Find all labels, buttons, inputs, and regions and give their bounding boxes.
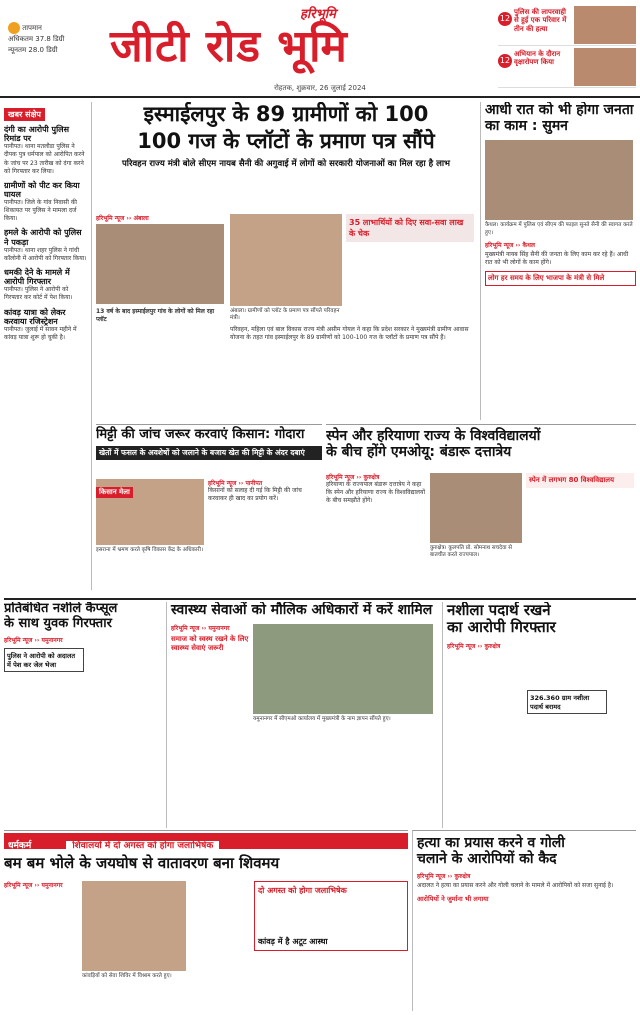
spain-box — [526, 473, 634, 488]
dharm-photo — [82, 881, 186, 971]
dateline: रोहतक, शुक्रवार, 26 जुलाई 2024 — [274, 84, 366, 92]
dharm-bar — [4, 833, 408, 849]
lead-photo-caption: अंबाला। ग्रामीणों को प्लॉट के प्रमाण पत्र सौंपते परिवहन मंत्री। — [230, 308, 340, 322]
drug-headline-2: का आरोपी गिरफ्तार — [447, 618, 556, 637]
lead-side-note: 13 वर्ष के बाद इस्माईलपुर गांव के लोगों को मिल रहा प्लॉट — [96, 308, 215, 324]
brief-body: पानीपत। थाना मतलौडा पुलिस ने दीपक पुत्र धर्मपाल को आरोपित करने के जांच पर 23 तारीख को दंगा करने को गिरफ्तार कर लिया। — [4, 143, 85, 175]
drug-byline: हरिभूमि न्यूज ›› कुरुक्षेत्र — [447, 642, 501, 650]
right-top-body: मुख्यमंत्री नायब सिंह सैनी की जनता के लिए काम कर रहे हैं। आधी रात को भी लोगों के काम होंगे। — [485, 251, 629, 267]
news-brief-column — [4, 102, 92, 590]
soil-banner: किसान मेला — [96, 487, 133, 498]
spain-left — [326, 473, 426, 505]
lead-side-photo — [96, 224, 224, 304]
right-top-quote: लोग हर समय के लिए भाजपा के मंत्री से मिले — [485, 271, 636, 286]
soil-headline: मिट्टी की जांच जरूर करवाएं किसान: गोदारा — [96, 427, 305, 442]
teaser-item[interactable] — [498, 4, 636, 46]
column-head: खबर संक्षेप — [4, 108, 45, 121]
brief-title: धमकी देने के मामले में आरोपी गिरफ्तार — [4, 267, 70, 287]
drug-story[interactable] — [442, 602, 636, 828]
dharm-byline: हरिभूमि न्यूज ›› यमुनानगर — [4, 882, 63, 889]
right-top-photo — [485, 140, 633, 220]
right-top-byline: हरिभूमि न्यूज ›› कैथल — [485, 242, 535, 250]
masthead-rule — [0, 96, 640, 98]
right-top-caption: कैथल। कार्यक्रम में पुलिस एवं सीएम की फाइल सुनते सैनी की स्वागत करते हुए। — [485, 222, 633, 236]
brief-item[interactable] — [4, 181, 88, 224]
teaser-text: अभियान के दौरान वृक्षारोपण किया — [514, 50, 561, 67]
lead-main-photo — [230, 214, 342, 306]
capsule-headline-2: के साथ युवक गिरफ्तार — [4, 615, 112, 631]
section-rule — [4, 598, 636, 600]
soil-text — [208, 479, 320, 503]
brief-item[interactable] — [4, 228, 88, 263]
dharm-box-sub: कांवड़ में है अटूट आस्था — [258, 937, 328, 946]
lead-body: परिवहन, महिला एवं बाल विकास राज्य मंत्री असीम गोयल ने कहा कि प्रदेश सरकार ने मुख्यमंत्री ग्रामीण आवास योजना के तहत गांव इस्माईलपुर के 89 ग्रामीणों को 100-100 गज के प्लॉटों के प्रमाण पत्र सौंपे हैं। — [230, 326, 469, 342]
murder-headline-2: चलाने के आरोपियों को कैद — [417, 851, 557, 868]
health-quote: समाज को स्वस्थ रखने के लिए स्वास्थ्य सेवाएं जरूरी — [171, 635, 249, 653]
lead-box-title: 35 लाभार्थियों को दिए सवा-सवा लाख के चेक — [349, 218, 464, 238]
soil-photo — [96, 479, 204, 545]
weather-box — [8, 22, 80, 55]
dharm-banner: शिवालयों में दो अगस्त को होगा जलाभिषेक — [66, 841, 219, 851]
lead-box — [346, 214, 474, 242]
brief-item[interactable] — [4, 308, 88, 343]
dharm-left — [4, 881, 78, 889]
dharm-headline: बम बम भोले के जयघोष से वातावरण बना शिवमय — [4, 854, 280, 872]
capsule-headline-1: प्रतिबंधित नशीले कैप्सूल — [4, 602, 118, 616]
brief-body: पानीपत। जुलाई में सावन महीने में कांवड़ यात्रा शुरू हो चुकी है। — [4, 325, 77, 341]
drug-side-note: 326.360 ग्राम नशीला पदार्थ बरामद — [527, 690, 607, 714]
right-top-story[interactable] — [480, 102, 636, 420]
health-caption: यमुनानगर में सीएमओ कार्यालय में मुख्यमंत्री के नाम ज्ञापन सौंपते हुए। — [253, 716, 391, 722]
min-temp: न्यूनतम 28.0 डिग्री — [8, 45, 58, 54]
capsule-byline: हरिभूमि न्यूज ›› यमुनानगर — [4, 636, 63, 644]
weather-label: तापमान — [22, 24, 42, 32]
spain-story[interactable] — [326, 424, 636, 594]
spain-body: हरियाणा के राज्यपाल बंडारू दत्तात्रेय ने कहा कि स्पेन और हरियाणा राज्य के विश्वविद्यालयों के बीच समझौते होंगे। — [326, 481, 426, 505]
spain-byline: हरिभूमि न्यूज ›› कुरुक्षेत्र — [326, 474, 380, 481]
brief-body: पानीपत। पुलिस ने आरोपी को गिरफ्तार कर कोर्ट में पेश किया। — [4, 286, 73, 302]
dharm-box — [254, 881, 408, 951]
brief-title: ग्रामीणों को पीट कर किया घायल — [4, 180, 80, 199]
brief-item[interactable] — [4, 268, 88, 303]
soil-caption: इसराना में भ्रमण करते कृषि विकास केंद्र के अधिकारी। — [96, 547, 204, 553]
sun-icon — [8, 22, 20, 34]
dharm-box-title: दो अगस्त को होगा जलाभिषेक — [258, 886, 347, 895]
soil-body: किसानों को सलाह दी गई कि मिट्टी की जांच करवाकर ही खाद का प्रयोग करें। — [208, 487, 302, 503]
brand-small: हरिभूमि — [300, 7, 336, 22]
newspaper-title: जीटी रोड भूमि — [110, 21, 348, 72]
health-headline: स्वास्थ्य सेवाओं को मौलिक अधिकारों में करें शामिल — [171, 602, 433, 618]
dharm-section[interactable] — [4, 830, 408, 1011]
health-photo — [253, 624, 433, 714]
brief-title: दंगी का आरोपी पुलिस रिमांड पर — [4, 125, 69, 144]
murder-story[interactable] — [412, 830, 636, 1011]
soil-subhead: खेतों में फसल के अवशेषों को जलाने के बजाय खेत की मिट्टी के अंदर दबाएं — [96, 446, 322, 460]
right-top-headline: आधी रात को भी होगा जनता का काम : सुमन — [485, 102, 634, 135]
lead-headline-1: इस्माईलपुर के 89 ग्रामीणों को 100 — [143, 102, 429, 126]
masthead — [0, 0, 640, 92]
teaser-text: पुलिस की लापरवाही से हुई एक परिवार में तीन की हत्या — [514, 8, 567, 33]
health-story[interactable] — [166, 602, 438, 828]
teaser-photo — [574, 48, 636, 86]
spain-headline-2: के बीच होंगे एमओयू: बंडारू दत्तात्रेय — [326, 444, 512, 461]
brief-body: पानीपत। थाना शहर पुलिस ने गांधी कॉलोनी में आरोपी को गिरफ्तार किया। — [4, 246, 87, 262]
capsule-story[interactable] — [4, 602, 162, 828]
brief-title: कांवड़ यात्रा को लेकर करवाया रजिस्ट्रेशन — [4, 307, 66, 326]
spain-box-head: स्पेन में लगभग 80 विश्वविद्यालय — [529, 476, 615, 484]
murder-byline: हरिभूमि न्यूज ›› कुरुक्षेत्र — [417, 873, 471, 881]
teaser-page-number: 12 — [498, 12, 512, 26]
lead-story[interactable] — [96, 102, 476, 422]
soil-story[interactable] — [96, 424, 322, 594]
capsule-side-note: पुलिस ने आरोपी को अदालत में पेश कर जेल भेजा — [4, 648, 84, 672]
spain-headline-1: स्पेन और हरियाणा राज्य के विश्वविद्यालयों — [326, 428, 541, 444]
lead-subhead: परिवहन राज्य मंत्री बोले सीएम नायब सैनी की अगुवाई में लोगों को सरकारी योजनाओं का मिल रहा है लाभ — [121, 159, 451, 170]
dharm-caption: कांवड़ियों को सेवा शिविर में विश्राम करते हुए। — [82, 973, 172, 979]
brief-title: हमले के आरोपी को पुलिस ने पकड़ा — [4, 228, 82, 247]
murder-body: अदालत ने हत्या का प्रयास करने और गोली चलाने के मामले में आरोपियों को सजा सुनाई है। — [417, 882, 614, 890]
soil-byline: हरिभूमि न्यूज ›› पानीपत — [208, 480, 263, 487]
spain-caption: कुरुक्षेत्र। कुलपति प्रो. सोमनाथ सचदेवा से बातचीत करते राज्यपाल। — [430, 545, 513, 559]
murder-headline-1: हत्या का प्रयास करने व गोली — [417, 835, 565, 851]
lead-byline: हरिभूमि न्यूज ›› अंबाला — [96, 215, 149, 222]
health-byline: हरिभूमि न्यूज ›› यमुनानगर — [171, 625, 230, 633]
brief-item[interactable] — [4, 125, 88, 176]
lead-left-text — [96, 214, 226, 324]
teaser-page-number: 12 — [498, 54, 512, 68]
teaser-photo — [574, 6, 636, 44]
murder-side-note: आरोपियों ने जुर्माना भी लगाया — [417, 895, 489, 904]
drug-headline-1: नशीला पदार्थ रखने — [447, 602, 551, 619]
dharm-label: धर्मकर्म — [8, 841, 32, 851]
spain-photo — [430, 473, 522, 543]
teaser-item[interactable] — [498, 46, 636, 88]
brief-body: पानीपत। जिले के गांव निवासी की शिकायत पर पुलिस ने मामला दर्ज किया। — [4, 199, 77, 223]
teaser-box — [498, 4, 636, 88]
lead-headline-2: 100 गज के प्लॉटों के प्रमाण पत्र सौंपे — [137, 129, 435, 154]
max-temp: अधिकतम 37.8 डिग्री — [8, 35, 65, 43]
